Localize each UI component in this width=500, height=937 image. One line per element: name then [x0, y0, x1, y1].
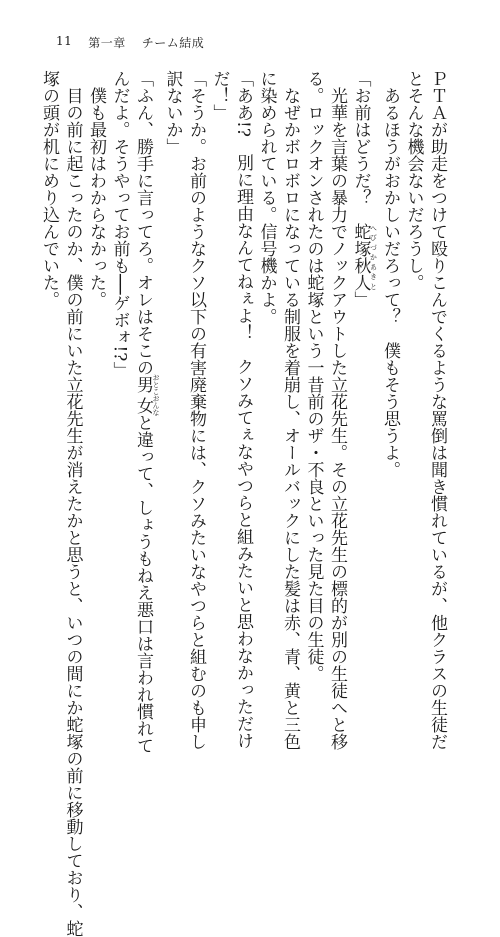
- text-line: とそんな機会ないだろうし。: [403, 70, 424, 291]
- text-line: 目の前に起こったのか、僕の前にいた立花先生が消えたかと思うと、いつの間にか蛇塚の前に移動しており、蛇: [62, 87, 83, 937]
- text-line: 「お前はどうだ？ 蛇塚秋人 へびづかあきと」: [350, 70, 378, 308]
- text-line: 「ああ!? 別に理由なんてねぇよ！ クソみてぇなやつらと組みたいと思わなかっただけ: [233, 70, 253, 749]
- text-line: だ！」: [209, 70, 230, 121]
- ruby-annotation: 蛇塚秋人 へびづかあきと: [350, 223, 378, 291]
- text-line: 「ふん、勝手に言ってろ。オレはそこの男女 おとこおんなと違って、しょうもねえ悪口は言われ慣れて: [133, 70, 160, 754]
- chapter-label: 第一章: [88, 36, 126, 50]
- text-line: る。ロックオンされたのは蛇塚という一昔前のザ・不良といった見た目の生徒。: [303, 70, 324, 682]
- text-line: に染められている。信号機かよ。: [256, 70, 277, 325]
- text-line: 訳ないか」: [162, 70, 183, 155]
- text-line: 光華を言葉の暴力でノックアウトした立花先生。その立花先生の標的が別の生徒へと移: [327, 87, 347, 750]
- vertical-body-text: [39, 70, 448, 937]
- page-number: 11: [56, 34, 73, 48]
- text-line: ＰＴＡが助走をつけて殴りこんでくるような罵倒は聞き慣れているが、他クラスの生徒だ: [427, 70, 447, 750]
- text-line: 僕も最初はわからなかった。: [86, 87, 106, 308]
- text-line: んだよ。そうやってお前も──ゲボォ!?」: [109, 70, 130, 379]
- text-line: なぜかボロボロになっている制服を着崩し、オールバックにした髪は赤、青、黄と三色: [280, 87, 300, 750]
- running-header: [56, 34, 204, 51]
- ruby-annotation: 男女 おとこおんな: [133, 374, 160, 416]
- text-line: 塚の頭が机にめり込んでいた。: [39, 70, 59, 308]
- text-line: 「そうか。お前のようなクソ以下の有害廃棄物には、クソみたいなやつらと組むのも申し: [186, 70, 206, 750]
- chapter-title: チーム結成: [141, 36, 205, 50]
- text-line: あるほうがおかしいだろって？ 僕もそう思うよ。: [380, 87, 400, 478]
